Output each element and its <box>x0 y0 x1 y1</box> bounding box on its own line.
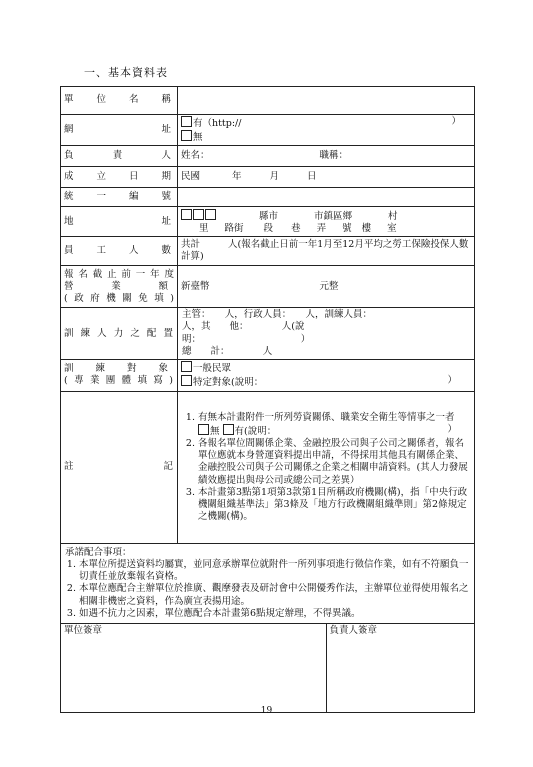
field-established[interactable]: 民國 年 月 日 <box>178 167 475 188</box>
label-target: 訓練對象 (專業團體填寫) <box>61 359 178 391</box>
field-remarks <box>178 391 475 543</box>
commitment-title: 承諾配合事項： <box>65 546 132 558</box>
label-responsible: 負責人 <box>61 146 178 167</box>
commitment-list <box>65 559 470 620</box>
person-signature-box[interactable]: 負責人簽章 <box>326 623 475 712</box>
field-address[interactable]: 縣市 市鎮區鄉 村 里 路街 段 巷 弄 號 樓 室 <box>178 207 475 237</box>
field-responsible[interactable]: 姓名： 職稱： <box>178 146 475 167</box>
remark-yes-checkbox[interactable] <box>223 424 234 435</box>
remark-no-checkbox[interactable] <box>198 424 209 435</box>
field-target[interactable]: 一般民眾 特定對象(說明： ） <box>178 359 475 391</box>
label-unit-name: 單位名稱 <box>61 87 178 115</box>
commitment-item-3: 3. 如遇不抗力之因素，單位應配合本計畫第6點規定辦理，不得異議。 <box>79 608 470 620</box>
label-revenue: 報名截止前一年度 營業額 (政府機關免填) <box>61 266 178 308</box>
zip-box-1 <box>181 209 192 220</box>
commitment-item-1: 1. 本單位所提送資料均屬實，並同意承辦單位就附件一所列事項進行徵信作業，如有不符願負一切責任並放棄報名資格。 <box>79 559 470 583</box>
label-training: 訓練人力之配置 <box>61 308 178 360</box>
commitment-section <box>61 543 475 623</box>
label-website: 網址 <box>61 115 178 146</box>
label-address: 地址 <box>61 207 178 237</box>
field-unit-name[interactable] <box>178 87 475 115</box>
field-website[interactable]: 有（http:// ） 無 <box>178 115 475 146</box>
website-no-checkbox[interactable] <box>181 130 192 141</box>
section-heading: 一、基本資料表 <box>84 66 168 79</box>
field-training[interactable]: 主管： 人，行政人員： 人，訓練人員： 人，其 他： 人(說 明： ） 總 計： 人 <box>178 308 475 360</box>
remarks-list <box>182 412 471 523</box>
website-yes-checkbox[interactable] <box>181 116 192 127</box>
target-specific-checkbox[interactable] <box>181 375 192 386</box>
unit-signature-box[interactable]: 單位簽章 <box>61 623 327 712</box>
label-employees: 員工人數 <box>61 237 178 266</box>
remark-item-1: 1. 有無本計畫附件一所列勞資關係、職業安全衛生等情事之一者 無 有(說明： ） <box>198 412 471 438</box>
zip-box-2 <box>193 209 204 220</box>
field-unified-number[interactable] <box>178 188 475 207</box>
target-general-checkbox[interactable] <box>181 361 192 372</box>
label-established: 成立日期 <box>61 167 178 188</box>
basic-info-table <box>60 86 475 713</box>
field-employees[interactable]: 共計 人(報名截止日前一年1月至12月平均之勞工保險投保人數計算) <box>178 237 475 266</box>
zip-box-3 <box>205 209 216 220</box>
field-revenue[interactable]: 新臺幣 元整 <box>178 266 475 308</box>
remark-item-2: 2. 各報名單位間關係企業、金融控股公司與子公司之關係者，報名單位應就本身營運資料提出申請，不得採用其他具有關係企業、金融控股公司與子公司關係之企業之相關申請資料。(其人力發展績效應提出與母公司或總公司之差異） <box>198 438 471 487</box>
remark-item-3: 3. 本計畫第3點第1項第3款第1目所稱政府機關(構)，指「中央行政機關組織基準法」第3條及「地方行政機關組織準則」第2條規定之機關(構)。 <box>198 487 471 523</box>
label-unified-number: 統一編號 <box>61 188 178 207</box>
label-remarks: 註記 <box>61 391 178 543</box>
commitment-item-2: 2. 本單位應配合主辦單位於推廣、觀摩發表及研討會中公開優秀作法，主辦單位並得使用報名之相關非機密之資料，作為廣宣表揚用途。 <box>79 583 470 607</box>
page-number: 19 <box>260 706 273 716</box>
